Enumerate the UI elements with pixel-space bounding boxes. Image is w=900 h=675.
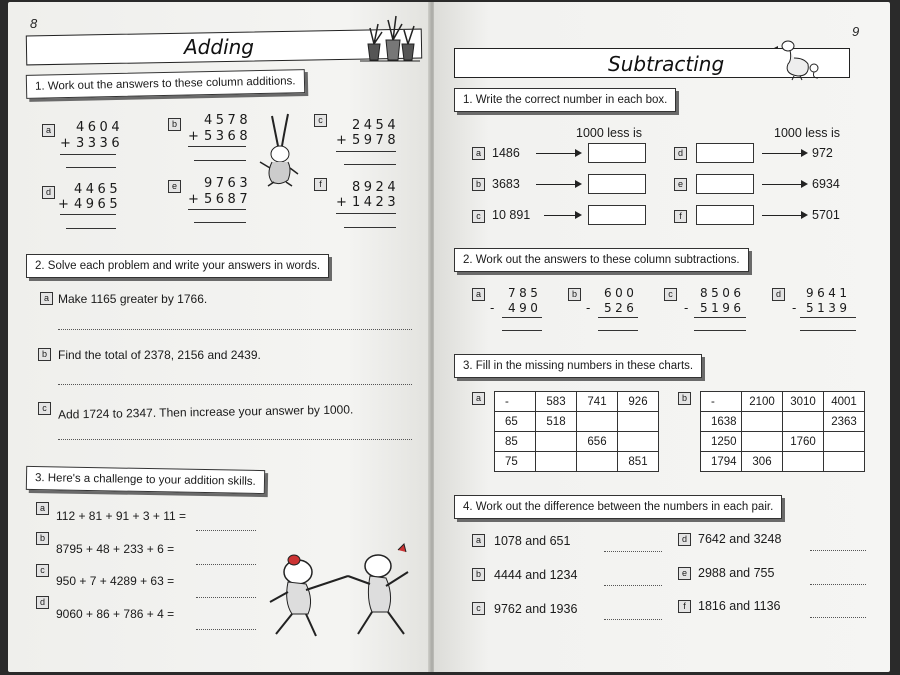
addend-top: 8924 (352, 180, 400, 195)
q3-expression: 9060 + 86 + 786 + 4 = (56, 607, 175, 621)
sum-rule (336, 213, 396, 214)
item-letter: b (678, 392, 691, 405)
chart-cell[interactable] (618, 432, 659, 452)
item-letter: d (674, 147, 687, 160)
minus-sign: - (586, 301, 594, 315)
minuend: 9641 (806, 286, 851, 300)
difference-rule (502, 317, 542, 318)
chart-cell[interactable] (536, 432, 577, 452)
arrow-right-icon (762, 215, 806, 216)
answer-line[interactable] (604, 585, 662, 586)
answer-rule[interactable] (66, 167, 116, 168)
addend-bottom: 1423 (352, 195, 400, 210)
item-letter: b (168, 118, 181, 131)
answer-box[interactable] (588, 143, 646, 163)
page-title: Adding (184, 35, 254, 59)
chart-cell: 926 (618, 392, 659, 412)
answer-rule[interactable] (66, 228, 116, 229)
q4-heading: 4. Work out the difference between the numbers in each pair. (454, 495, 782, 519)
item-letter: c (472, 210, 485, 223)
chart-cell[interactable] (742, 412, 783, 432)
chart-cell: 851 (618, 452, 659, 472)
answer-box[interactable] (588, 174, 646, 194)
answer-line[interactable] (58, 329, 412, 330)
sum-rule (188, 209, 246, 210)
item-letter: c (314, 114, 327, 127)
plant-pots-illustration (360, 14, 420, 66)
column-header: 1000 less is (774, 126, 841, 140)
pair-text: 7642 and 3248 (698, 532, 782, 546)
pair-text: 4444 and 1234 (494, 568, 578, 582)
item-letter: c (664, 288, 677, 301)
arrow-right-icon (762, 153, 806, 154)
answer-rule[interactable] (800, 330, 856, 331)
answer-rule[interactable] (344, 164, 396, 165)
chart-cell: 1760 (783, 432, 824, 452)
rabbit-illustration (258, 112, 300, 188)
addend-top: 4465 (74, 182, 122, 197)
addend-bottom: 5978 (352, 133, 400, 148)
chart-cell: 1250 (701, 432, 742, 452)
left-page (8, 2, 432, 672)
page-number: 9 (852, 24, 860, 39)
chart-cell: - (701, 392, 742, 412)
q1-heading: 1. Work out the answers to these column additions. (26, 69, 305, 99)
item-letter: a (40, 292, 53, 305)
answer-line[interactable] (196, 564, 256, 565)
arrow-right-icon (536, 153, 580, 154)
subtraction-chart-a (494, 391, 659, 472)
q3-expression: 8795 + 48 + 233 + 6 = (56, 542, 175, 556)
item-letter: e (674, 178, 687, 191)
chart-cell: 306 (742, 452, 783, 472)
item-letter: a (42, 124, 55, 137)
q2-heading: 2. Work out the answers to these column subtractions. (454, 248, 749, 272)
difference-rule (598, 317, 638, 318)
sum-rule (60, 214, 116, 215)
answer-box[interactable] (588, 205, 646, 225)
plus-sign: + (58, 197, 73, 212)
minus-sign: - (792, 301, 800, 315)
item-letter: b (36, 532, 49, 545)
chart-cell[interactable] (824, 432, 865, 452)
answer-line[interactable] (604, 619, 662, 620)
minuend: 600 (604, 286, 638, 300)
answer-line[interactable] (196, 629, 256, 630)
number-value: 5701 (812, 208, 840, 222)
plus-sign: + (188, 129, 203, 144)
item-letter: b (472, 178, 485, 191)
minuend: 785 (508, 286, 542, 300)
chart-cell: 741 (577, 392, 618, 412)
addend-bottom: 5687 (204, 192, 252, 207)
q2-text: Add 1724 to 2347. Then increase your answer by 1000. (57, 402, 354, 422)
item-letter: c (36, 564, 49, 577)
answer-line[interactable] (604, 551, 662, 552)
pair-text: 9762 and 1936 (494, 602, 578, 616)
answer-rule[interactable] (502, 330, 542, 331)
chart-cell: 65 (495, 412, 536, 432)
addend-bottom: 5368 (204, 129, 252, 144)
answer-box[interactable] (696, 143, 754, 163)
right-page (434, 2, 890, 672)
chart-cell[interactable] (577, 452, 618, 472)
item-letter: b (472, 568, 485, 581)
chart-cell: 3010 (783, 392, 824, 412)
answer-box[interactable] (696, 174, 754, 194)
q3-expression: 950 + 7 + 4289 + 63 = (56, 574, 175, 588)
answer-rule[interactable] (694, 330, 746, 331)
q3-expression: 112 + 81 + 91 + 3 + 11 = (56, 509, 187, 523)
answer-line[interactable] (58, 439, 412, 440)
arrow-right-icon (544, 215, 580, 216)
plus-sign: + (188, 192, 203, 207)
sum-rule (336, 151, 396, 152)
chart-cell[interactable] (783, 452, 824, 472)
pair-text: 1816 and 1136 (698, 599, 781, 613)
chart-cell: 1794 (701, 452, 742, 472)
item-letter: a (472, 288, 485, 301)
number-value: 6934 (812, 177, 840, 191)
answer-line[interactable] (58, 384, 412, 385)
number-value: 972 (812, 146, 833, 160)
sum-rule (188, 146, 246, 147)
item-letter: f (674, 210, 687, 223)
subtrahend: 5196 (700, 301, 745, 315)
column-header: 1000 less is (576, 126, 643, 140)
answer-rule[interactable] (598, 330, 638, 331)
pair-text: 2988 and 755 (698, 566, 775, 580)
item-letter: d (772, 288, 785, 301)
number-value: 10 891 (492, 208, 531, 222)
chart-cell: 2363 (824, 412, 865, 432)
item-letter: b (568, 288, 581, 301)
chart-cell[interactable] (536, 452, 577, 472)
karate-characters-illustration (258, 542, 418, 642)
item-letter: a (472, 147, 485, 160)
difference-rule (694, 317, 746, 318)
item-letter: e (168, 180, 181, 193)
q2-text: Find the total of 2378, 2156 and 2439. (58, 348, 261, 362)
addend-top: 9763 (204, 176, 252, 191)
chart-cell: 518 (536, 412, 577, 432)
item-letter: b (38, 348, 51, 361)
answer-rule[interactable] (194, 160, 246, 161)
item-letter: c (38, 402, 51, 415)
q2-text: Make 1165 greater by 1766. (58, 292, 208, 306)
item-letter: f (314, 178, 327, 191)
addend-top: 4578 (204, 113, 252, 128)
item-letter: d (42, 186, 55, 199)
item-letter: a (36, 502, 49, 515)
answer-box[interactable] (696, 205, 754, 225)
answer-line[interactable] (810, 550, 866, 551)
minus-sign: - (684, 301, 692, 315)
subtrahend: 526 (604, 301, 638, 315)
minus-sign: - (490, 301, 498, 315)
addend-top: 2454 (352, 118, 400, 133)
chart-cell[interactable] (783, 412, 824, 432)
chart-cell: - (495, 392, 536, 412)
q3-heading: 3. Here's a challenge to your addition skills. (26, 466, 265, 494)
answer-line[interactable] (196, 597, 256, 598)
item-letter: c (472, 602, 485, 615)
plus-sign: + (336, 133, 351, 148)
item-letter: e (678, 567, 691, 580)
item-letter: a (472, 534, 485, 547)
addend-bottom: 3336 (76, 136, 124, 151)
q1-heading: 1. Write the correct number in each box. (454, 88, 676, 112)
pair-text: 1078 and 651 (494, 534, 571, 548)
item-letter: f (678, 600, 691, 613)
arrow-right-icon (762, 184, 806, 185)
chart-cell[interactable] (618, 412, 659, 432)
item-letter: d (36, 596, 49, 609)
chart-cell: 75 (495, 452, 536, 472)
answer-line[interactable] (810, 584, 866, 585)
chart-cell: 85 (495, 432, 536, 452)
item-letter: a (472, 392, 485, 405)
number-value: 3683 (492, 177, 520, 191)
number-value: 1486 (492, 146, 520, 160)
chart-cell[interactable] (742, 432, 783, 452)
difference-rule (800, 317, 856, 318)
answer-rule[interactable] (344, 227, 396, 228)
page-title: Subtracting (608, 52, 725, 76)
minuend: 8506 (700, 286, 745, 300)
arrow-right-icon (536, 184, 580, 185)
sum-rule (60, 154, 116, 155)
chart-cell[interactable] (824, 452, 865, 472)
q2-heading: 2. Solve each problem and write your answers in words. (26, 254, 329, 278)
addend-bottom: 4965 (74, 197, 122, 212)
q3-heading: 3. Fill in the missing numbers in these charts. (454, 354, 702, 378)
chart-cell: 2100 (742, 392, 783, 412)
answer-rule[interactable] (194, 222, 246, 223)
plus-sign: + (60, 136, 75, 151)
item-letter: d (678, 533, 691, 546)
subtrahend: 490 (508, 301, 542, 315)
subtrahend: 5139 (806, 301, 851, 315)
addend-top: 4604 (76, 120, 124, 135)
chart-cell: 656 (577, 432, 618, 452)
subtraction-chart-b (700, 391, 865, 472)
chart-cell: 4001 (824, 392, 865, 412)
plus-sign: + (336, 195, 351, 210)
answer-line[interactable] (810, 617, 866, 618)
answer-line[interactable] (196, 530, 256, 531)
chart-cell: 583 (536, 392, 577, 412)
page-number: 8 (30, 16, 38, 31)
chart-cell[interactable] (577, 412, 618, 432)
goose-illustration (774, 36, 824, 82)
chart-cell: 1638 (701, 412, 742, 432)
